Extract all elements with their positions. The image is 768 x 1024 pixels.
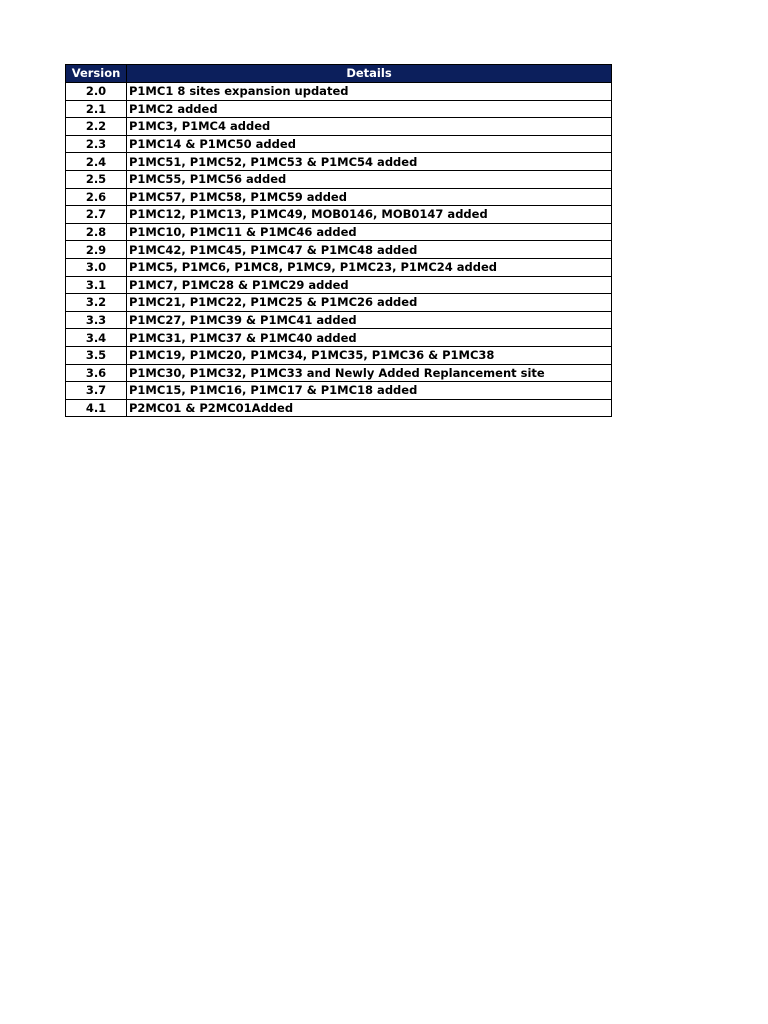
details-cell: P1MC5, P1MC6, P1MC8, P1MC9, P1MC23, P1MC24 added [127, 258, 612, 276]
version-cell: 3.5 [66, 346, 127, 364]
details-column-header: Details [127, 65, 612, 83]
version-cell: 3.6 [66, 364, 127, 382]
version-history-sheet [65, 64, 611, 417]
details-cell: P1MC1 8 sites expansion updated [127, 83, 612, 101]
details-cell: P1MC51, P1MC52, P1MC53 & P1MC54 added [127, 153, 612, 171]
details-cell: P1MC30, P1MC32, P1MC33 and Newly Added Replancement site [127, 364, 612, 382]
table-body [66, 83, 612, 417]
details-cell: P1MC3, P1MC4 added [127, 118, 612, 136]
version-cell: 2.5 [66, 170, 127, 188]
version-cell: 2.9 [66, 241, 127, 259]
table-row [66, 241, 612, 259]
version-cell: 2.6 [66, 188, 127, 206]
table-row [66, 276, 612, 294]
table-row [66, 223, 612, 241]
table-row [66, 170, 612, 188]
version-cell: 2.0 [66, 83, 127, 101]
version-cell: 4.1 [66, 399, 127, 417]
details-cell: P1MC12, P1MC13, P1MC49, MOB0146, MOB0147 added [127, 206, 612, 224]
table-row [66, 382, 612, 400]
details-cell: P1MC27, P1MC39 & P1MC41 added [127, 311, 612, 329]
version-cell: 2.3 [66, 135, 127, 153]
table-row [66, 399, 612, 417]
details-cell: P1MC42, P1MC45, P1MC47 & P1MC48 added [127, 241, 612, 259]
version-cell: 2.8 [66, 223, 127, 241]
version-column-header: Version [66, 65, 127, 83]
details-cell: P1MC57, P1MC58, P1MC59 added [127, 188, 612, 206]
table-row [66, 118, 612, 136]
table-row [66, 83, 612, 101]
table-header-row [66, 65, 612, 83]
version-cell: 3.2 [66, 294, 127, 312]
table-row [66, 153, 612, 171]
table-row [66, 364, 612, 382]
version-cell: 3.7 [66, 382, 127, 400]
version-cell: 2.1 [66, 100, 127, 118]
details-cell: P1MC21, P1MC22, P1MC25 & P1MC26 added [127, 294, 612, 312]
version-cell: 2.7 [66, 206, 127, 224]
table-row [66, 294, 612, 312]
version-history-table [65, 64, 612, 417]
details-cell: P1MC15, P1MC16, P1MC17 & P1MC18 added [127, 382, 612, 400]
version-cell: 3.1 [66, 276, 127, 294]
table-row [66, 206, 612, 224]
version-cell: 2.2 [66, 118, 127, 136]
version-cell: 2.4 [66, 153, 127, 171]
table-row [66, 188, 612, 206]
details-cell: P1MC2 added [127, 100, 612, 118]
table-row [66, 100, 612, 118]
details-cell: P1MC19, P1MC20, P1MC34, P1MC35, P1MC36 & P1MC38 [127, 346, 612, 364]
details-cell: P1MC55, P1MC56 added [127, 170, 612, 188]
version-cell: 3.0 [66, 258, 127, 276]
table-row [66, 346, 612, 364]
details-cell: P1MC31, P1MC37 & P1MC40 added [127, 329, 612, 347]
table-row [66, 311, 612, 329]
version-cell: 3.3 [66, 311, 127, 329]
table-row [66, 329, 612, 347]
version-cell: 3.4 [66, 329, 127, 347]
details-cell: P1MC14 & P1MC50 added [127, 135, 612, 153]
details-cell: P1MC10, P1MC11 & P1MC46 added [127, 223, 612, 241]
details-cell: P1MC7, P1MC28 & P1MC29 added [127, 276, 612, 294]
table-row [66, 258, 612, 276]
table-row [66, 135, 612, 153]
details-cell: P2MC01 & P2MC01Added [127, 399, 612, 417]
